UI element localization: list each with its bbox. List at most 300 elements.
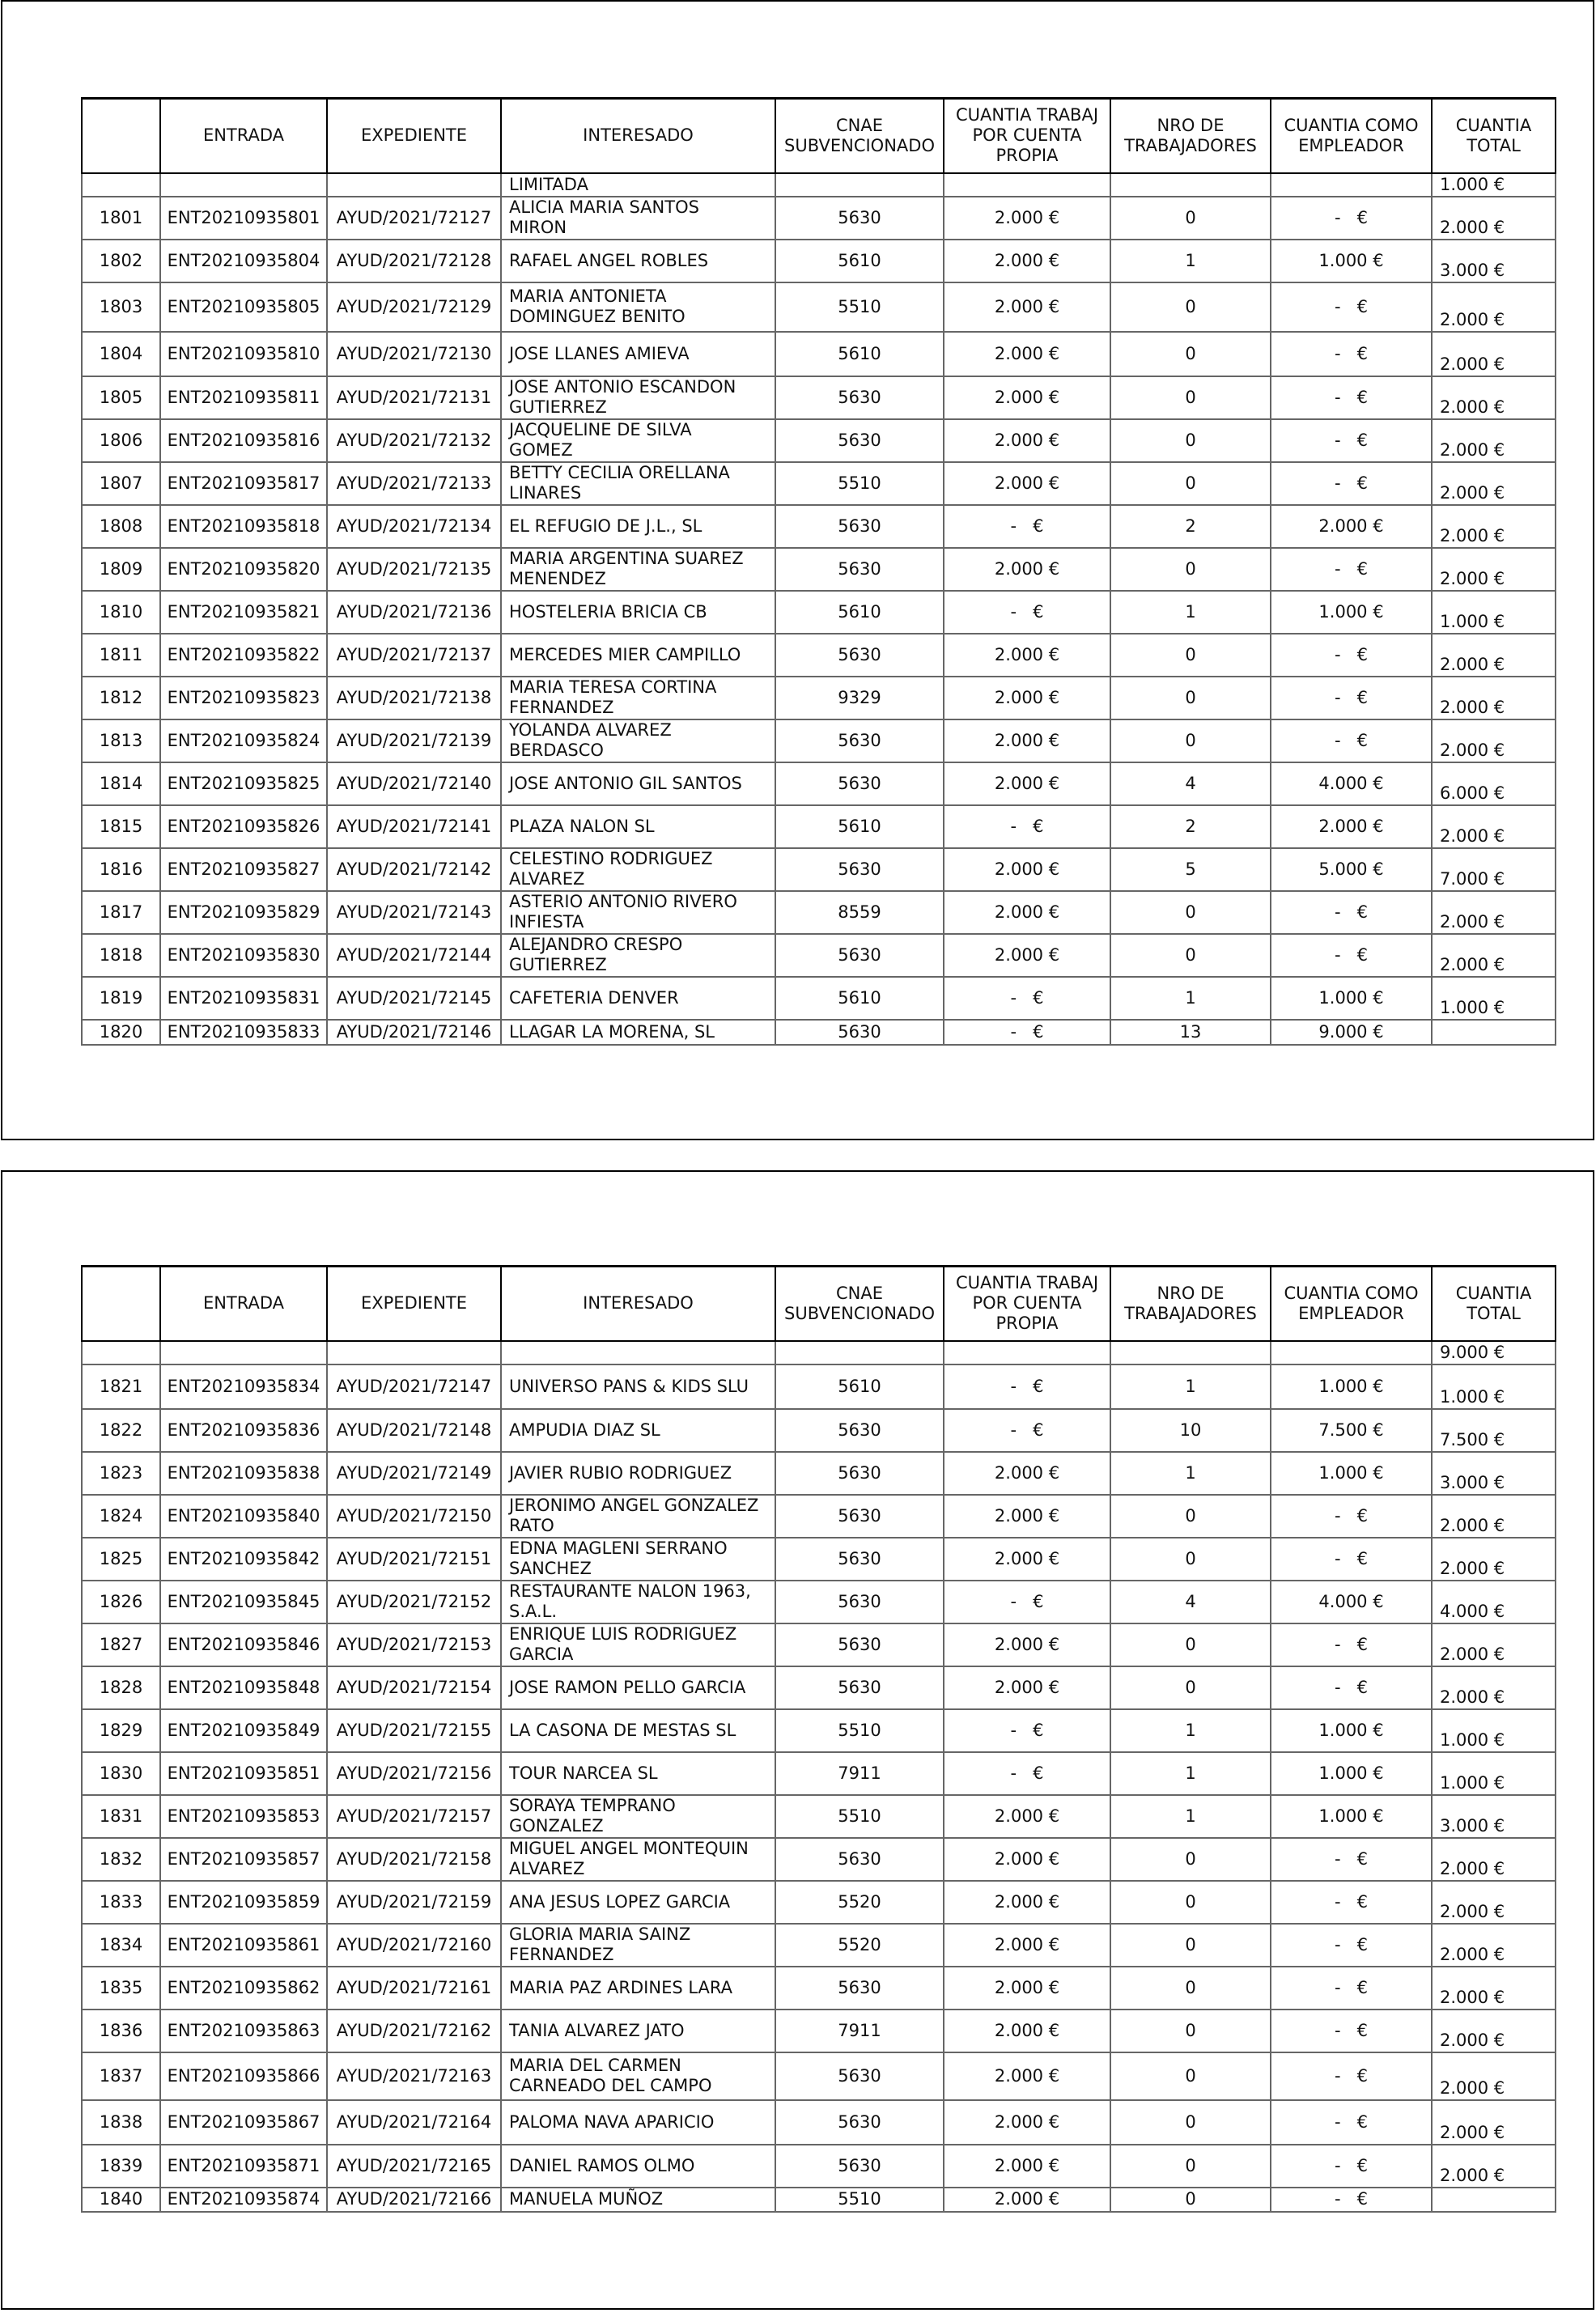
table-row — [82, 548, 1556, 591]
table-row — [82, 2010, 1556, 2052]
cuantia-empleador-cell: - € — [1271, 419, 1432, 462]
cuantia-total-cell: 7.500 € — [1432, 1409, 1556, 1452]
header-cell-cuantia-empleador: CUANTIA COMO EMPLEADOR — [1271, 99, 1432, 173]
row-number-cell: 1813 — [82, 719, 160, 762]
expediente-cell: AYUD/2021/72148 — [327, 1409, 501, 1452]
row-number-cell: 1806 — [82, 419, 160, 462]
cnae-cell: 5610 — [775, 591, 944, 634]
cuantia-empleador-cell: - € — [1271, 2145, 1432, 2188]
cuantia-cuenta-propia-cell: 2.000 € — [944, 419, 1110, 462]
row-number-cell: 1833 — [82, 1881, 160, 1924]
table-row — [82, 1838, 1556, 1881]
interesado-cell: JERONIMO ANGEL GONZALEZ RATO — [501, 1495, 775, 1538]
table-row — [82, 1581, 1556, 1623]
entrada-cell: ENT20210935829 — [160, 891, 327, 934]
cnae-cell: 8559 — [775, 891, 944, 934]
row-number-cell: 1815 — [82, 805, 160, 848]
entrada-cell: ENT20210935866 — [160, 2052, 327, 2100]
cuantia-total-cell: 1.000 € — [1432, 1709, 1556, 1752]
cuantia-total-cell: 2.000 € — [1432, 634, 1556, 677]
table-row — [82, 1967, 1556, 2010]
expediente-cell: AYUD/2021/72162 — [327, 2010, 501, 2052]
cuantia-cuenta-propia-cell: 2.000 € — [944, 2145, 1110, 2188]
cuantia-empleador-cell: - € — [1271, 197, 1432, 240]
entrada-cell: ENT20210935867 — [160, 2100, 327, 2145]
row-number-cell: 1817 — [82, 891, 160, 934]
table-row — [82, 1538, 1556, 1581]
table-row — [82, 376, 1556, 419]
cuantia-empleador-cell: 2.000 € — [1271, 505, 1432, 548]
entrada-cell: ENT20210935824 — [160, 719, 327, 762]
interesado-cell: MARIA DEL CARMEN CARNEADO DEL CAMPO — [501, 2052, 775, 2100]
expediente-cell: AYUD/2021/72156 — [327, 1752, 501, 1795]
entrada-cell: ENT20210935826 — [160, 805, 327, 848]
row-number-cell — [82, 173, 160, 197]
cnae-cell: 5630 — [775, 197, 944, 240]
row-number-cell: 1831 — [82, 1795, 160, 1838]
cuantia-empleador-cell: - € — [1271, 634, 1432, 677]
cnae-cell: 5630 — [775, 1967, 944, 2010]
cuantia-total-cell: 2.000 € — [1432, 505, 1556, 548]
cuantia-empleador-cell: - € — [1271, 719, 1432, 762]
cuantia-cuenta-propia-cell: - € — [944, 1364, 1110, 1409]
cnae-cell: 5630 — [775, 762, 944, 805]
expediente-cell: AYUD/2021/72131 — [327, 376, 501, 419]
interesado-cell: DANIEL RAMOS OLMO — [501, 2145, 775, 2188]
entrada-cell: ENT20210935818 — [160, 505, 327, 548]
cuantia-empleador-cell: 1.000 € — [1271, 1795, 1432, 1838]
header-cell-cnae: CNAE SUBVENCIONADO — [775, 99, 944, 173]
entrada-cell: ENT20210935838 — [160, 1452, 327, 1495]
cuantia-total-cell: 3.000 € — [1432, 1795, 1556, 1838]
expediente-cell: AYUD/2021/72164 — [327, 2100, 501, 2145]
row-number-cell: 1811 — [82, 634, 160, 677]
entrada-cell: ENT20210935816 — [160, 419, 327, 462]
row-number-cell: 1801 — [82, 197, 160, 240]
cuantia-cuenta-propia-cell: 2.000 € — [944, 1967, 1110, 2010]
cuantia-cuenta-propia-cell: 2.000 € — [944, 376, 1110, 419]
table-row — [82, 1364, 1556, 1409]
expediente-cell: AYUD/2021/72155 — [327, 1709, 501, 1752]
interesado-cell: AMPUDIA DIAZ SL — [501, 1409, 775, 1452]
entrada-cell: ENT20210935833 — [160, 1020, 327, 1045]
cuantia-empleador-cell: 4.000 € — [1271, 762, 1432, 805]
cuantia-cuenta-propia-cell: 2.000 € — [944, 934, 1110, 977]
cuantia-total-cell: 4.000 € — [1432, 1581, 1556, 1623]
carryover-row — [82, 1341, 1556, 1364]
table-row — [82, 462, 1556, 505]
cnae-cell: 5630 — [775, 1581, 944, 1623]
cnae-cell: 5630 — [775, 1409, 944, 1452]
cuantia-cuenta-propia-cell: 2.000 € — [944, 891, 1110, 934]
cuantia-total-cell: 2.000 € — [1432, 1881, 1556, 1924]
cuantia-cuenta-propia-cell: 2.000 € — [944, 1538, 1110, 1581]
cnae-cell: 5630 — [775, 1538, 944, 1581]
cuantia-empleador-cell: 9.000 € — [1271, 1020, 1432, 1045]
interesado-cell — [501, 1341, 775, 1364]
nro-trabajadores-cell: 1 — [1110, 977, 1271, 1020]
cuantia-total-cell: 2.000 € — [1432, 282, 1556, 332]
nro-trabajadores-cell: 0 — [1110, 1495, 1271, 1538]
cnae-cell: 5610 — [775, 332, 944, 376]
cuantia-total-cell: 2.000 € — [1432, 2052, 1556, 2100]
cuantia-empleador-cell: - € — [1271, 677, 1432, 719]
cnae-cell: 5630 — [775, 2100, 944, 2145]
cnae-cell: 5630 — [775, 719, 944, 762]
cuantia-empleador-cell: 1.000 € — [1271, 591, 1432, 634]
header-row — [82, 1267, 1556, 1341]
expediente-cell: AYUD/2021/72159 — [327, 1881, 501, 1924]
nro-trabajadores-cell: 0 — [1110, 197, 1271, 240]
cuantia-total-cell: 9.000 € — [1432, 1341, 1556, 1364]
cuantia-total-cell: 2.000 € — [1432, 1495, 1556, 1538]
expediente-cell: AYUD/2021/72127 — [327, 197, 501, 240]
header-cell-cuantia-total: CUANTIA TOTAL — [1432, 99, 1556, 173]
interesado-cell: ALICIA MARIA SANTOS MIRON — [501, 197, 775, 240]
row-number-cell — [82, 1341, 160, 1364]
cuantia-cuenta-propia-cell: 2.000 € — [944, 762, 1110, 805]
entrada-cell: ENT20210935804 — [160, 240, 327, 282]
entrada-cell: ENT20210935817 — [160, 462, 327, 505]
row-number-cell: 1835 — [82, 1967, 160, 2010]
table-row — [82, 1666, 1556, 1709]
row-number-cell: 1825 — [82, 1538, 160, 1581]
header-cell-entrada: ENTRADA — [160, 1267, 327, 1341]
row-number-cell: 1810 — [82, 591, 160, 634]
cnae-cell: 5510 — [775, 2188, 944, 2212]
entrada-cell: ENT20210935859 — [160, 1881, 327, 1924]
nro-trabajadores-cell: 1 — [1110, 1709, 1271, 1752]
cuantia-total-cell: 2.000 € — [1432, 376, 1556, 419]
header-cell-cnae: CNAE SUBVENCIONADO — [775, 1267, 944, 1341]
interesado-cell: CELESTINO RODRIGUEZ ALVAREZ — [501, 848, 775, 891]
interesado-cell: JOSE RAMON PELLO GARCIA — [501, 1666, 775, 1709]
expediente-cell: AYUD/2021/72161 — [327, 1967, 501, 2010]
nro-trabajadores-cell: 13 — [1110, 1020, 1271, 1045]
expediente-cell: AYUD/2021/72152 — [327, 1581, 501, 1623]
expediente-cell: AYUD/2021/72166 — [327, 2188, 501, 2212]
expediente-cell: AYUD/2021/72153 — [327, 1623, 501, 1666]
cuantia-empleador-cell: 1.000 € — [1271, 240, 1432, 282]
cuantia-total-cell: 2.000 € — [1432, 719, 1556, 762]
entrada-cell: ENT20210935846 — [160, 1623, 327, 1666]
nro-trabajadores-cell: 0 — [1110, 376, 1271, 419]
table-row — [82, 419, 1556, 462]
row-number-cell: 1819 — [82, 977, 160, 1020]
cuantia-empleador-cell — [1271, 1341, 1432, 1364]
row-number-cell: 1837 — [82, 2052, 160, 2100]
table-row — [82, 1795, 1556, 1838]
expediente-cell: AYUD/2021/72134 — [327, 505, 501, 548]
cuantia-cuenta-propia-cell: 2.000 € — [944, 1623, 1110, 1666]
cuantia-cuenta-propia-cell: 2.000 € — [944, 197, 1110, 240]
cuantia-cuenta-propia-cell: 2.000 € — [944, 2052, 1110, 2100]
cuantia-empleador-cell: - € — [1271, 1666, 1432, 1709]
table-row — [82, 591, 1556, 634]
table-row — [82, 1752, 1556, 1795]
header-cell-cuantia-cuenta-propia: CUANTIA TRABAJ POR CUENTA PROPIA — [944, 1267, 1110, 1341]
interesado-cell: EL REFUGIO DE J.L., SL — [501, 505, 775, 548]
entrada-cell: ENT20210935830 — [160, 934, 327, 977]
nro-trabajadores-cell: 0 — [1110, 282, 1271, 332]
table-row — [82, 891, 1556, 934]
table-row — [82, 1881, 1556, 1924]
expediente-cell: AYUD/2021/72138 — [327, 677, 501, 719]
row-number-cell: 1827 — [82, 1623, 160, 1666]
cnae-cell: 5630 — [775, 1020, 944, 1045]
cnae-cell — [775, 173, 944, 197]
cuantia-empleador-cell: 5.000 € — [1271, 848, 1432, 891]
row-number-cell: 1836 — [82, 2010, 160, 2052]
nro-trabajadores-cell: 1 — [1110, 591, 1271, 634]
cuantia-cuenta-propia-cell: 2.000 € — [944, 848, 1110, 891]
cuantia-cuenta-propia-cell: - € — [944, 1581, 1110, 1623]
aid-table-page-2 — [81, 1265, 1556, 2213]
row-number-cell: 1830 — [82, 1752, 160, 1795]
nro-trabajadores-cell: 0 — [1110, 2188, 1271, 2212]
expediente-cell: AYUD/2021/72136 — [327, 591, 501, 634]
table-row — [82, 719, 1556, 762]
cuantia-empleador-cell: - € — [1271, 462, 1432, 505]
expediente-cell: AYUD/2021/72142 — [327, 848, 501, 891]
interesado-cell: MIGUEL ANGEL MONTEQUIN ALVAREZ — [501, 1838, 775, 1881]
nro-trabajadores-cell: 0 — [1110, 891, 1271, 934]
entrada-cell: ENT20210935805 — [160, 282, 327, 332]
interesado-cell: MERCEDES MIER CAMPILLO — [501, 634, 775, 677]
cuantia-cuenta-propia-cell: 2.000 € — [944, 1495, 1110, 1538]
nro-trabajadores-cell: 4 — [1110, 762, 1271, 805]
interesado-cell: ANA JESUS LOPEZ GARCIA — [501, 1881, 775, 1924]
nro-trabajadores-cell: 0 — [1110, 677, 1271, 719]
expediente-cell: AYUD/2021/72129 — [327, 282, 501, 332]
header-cell-nro-trabajadores: NRO DE TRABAJADORES — [1110, 1267, 1271, 1341]
interesado-cell: ENRIQUE LUIS RODRIGUEZ GARCIA — [501, 1623, 775, 1666]
cuantia-empleador-cell: 1.000 € — [1271, 977, 1432, 1020]
cuantia-total-cell: 2.000 € — [1432, 1623, 1556, 1666]
row-number-cell: 1803 — [82, 282, 160, 332]
expediente-cell: AYUD/2021/72145 — [327, 977, 501, 1020]
interesado-cell: MARIA PAZ ARDINES LARA — [501, 1967, 775, 2010]
entrada-cell: ENT20210935840 — [160, 1495, 327, 1538]
cuantia-empleador-cell: - € — [1271, 282, 1432, 332]
interesado-cell: EDNA MAGLENI SERRANO SANCHEZ — [501, 1538, 775, 1581]
expediente-cell: AYUD/2021/72157 — [327, 1795, 501, 1838]
nro-trabajadores-cell: 2 — [1110, 805, 1271, 848]
row-number-cell: 1812 — [82, 677, 160, 719]
entrada-cell — [160, 173, 327, 197]
row-number-cell: 1824 — [82, 1495, 160, 1538]
cuantia-cuenta-propia-cell: 2.000 € — [944, 1924, 1110, 1967]
entrada-cell: ENT20210935863 — [160, 2010, 327, 2052]
expediente-cell: AYUD/2021/72150 — [327, 1495, 501, 1538]
entrada-cell: ENT20210935836 — [160, 1409, 327, 1452]
table-row — [82, 1020, 1556, 1045]
expediente-cell: AYUD/2021/72128 — [327, 240, 501, 282]
table-row — [82, 762, 1556, 805]
cuantia-empleador-cell: 1.000 € — [1271, 1709, 1432, 1752]
cnae-cell: 5520 — [775, 1881, 944, 1924]
row-number-cell: 1805 — [82, 376, 160, 419]
row-number-cell: 1814 — [82, 762, 160, 805]
interesado-cell: HOSTELERIA BRICIA CB — [501, 591, 775, 634]
row-number-cell: 1808 — [82, 505, 160, 548]
cuantia-empleador-cell: - € — [1271, 2188, 1432, 2212]
row-number-cell: 1838 — [82, 2100, 160, 2145]
entrada-cell: ENT20210935849 — [160, 1709, 327, 1752]
cuantia-total-cell: 2.000 € — [1432, 548, 1556, 591]
table-row — [82, 240, 1556, 282]
table-row — [82, 1409, 1556, 1452]
cnae-cell: 5630 — [775, 848, 944, 891]
cnae-cell: 5630 — [775, 1666, 944, 1709]
entrada-cell: ENT20210935820 — [160, 548, 327, 591]
cuantia-total-cell: 2.000 € — [1432, 1666, 1556, 1709]
interesado-cell: CAFETERIA DENVER — [501, 977, 775, 1020]
interesado-cell: PALOMA NAVA APARICIO — [501, 2100, 775, 2145]
header-cell-entrada: ENTRADA — [160, 99, 327, 173]
cuantia-total-cell: 6.000 € — [1432, 762, 1556, 805]
cuantia-total-cell: 2.000 € — [1432, 1538, 1556, 1581]
entrada-cell: ENT20210935825 — [160, 762, 327, 805]
nro-trabajadores-cell: 1 — [1110, 1452, 1271, 1495]
cnae-cell: 5510 — [775, 282, 944, 332]
cuantia-empleador-cell: - € — [1271, 1881, 1432, 1924]
cuantia-total-cell — [1432, 1020, 1556, 1045]
cuantia-empleador-cell: 1.000 € — [1271, 1364, 1432, 1409]
entrada-cell: ENT20210935874 — [160, 2188, 327, 2212]
table-row — [82, 2145, 1556, 2188]
table-row — [82, 805, 1556, 848]
entrada-cell: ENT20210935821 — [160, 591, 327, 634]
cuantia-cuenta-propia-cell: 2.000 € — [944, 1838, 1110, 1881]
cnae-cell — [775, 1341, 944, 1364]
cuantia-total-cell: 2.000 € — [1432, 2010, 1556, 2052]
cnae-cell: 5630 — [775, 2052, 944, 2100]
cnae-cell: 5630 — [775, 419, 944, 462]
cuantia-empleador-cell: - € — [1271, 2010, 1432, 2052]
cuantia-empleador-cell: 7.500 € — [1271, 1409, 1432, 1452]
cuantia-cuenta-propia-cell: - € — [944, 591, 1110, 634]
cuantia-cuenta-propia-cell: 2.000 € — [944, 1795, 1110, 1838]
header-cell-cuantia-total: CUANTIA TOTAL — [1432, 1267, 1556, 1341]
entrada-cell: ENT20210935811 — [160, 376, 327, 419]
interesado-cell: TOUR NARCEA SL — [501, 1752, 775, 1795]
cuantia-empleador-cell: - € — [1271, 1538, 1432, 1581]
expediente-cell: AYUD/2021/72163 — [327, 2052, 501, 2100]
header-cell-expediente: EXPEDIENTE — [327, 99, 501, 173]
cuantia-empleador-cell: - € — [1271, 1924, 1432, 1967]
cnae-cell: 5630 — [775, 634, 944, 677]
interesado-cell: MARIA ARGENTINA SUAREZ MENENDEZ — [501, 548, 775, 591]
entrada-cell: ENT20210935845 — [160, 1581, 327, 1623]
cuantia-cuenta-propia-cell: 2.000 € — [944, 1452, 1110, 1495]
cnae-cell: 5630 — [775, 505, 944, 548]
interesado-cell: JACQUELINE DE SILVA GOMEZ — [501, 419, 775, 462]
cuantia-total-cell: 1.000 € — [1432, 977, 1556, 1020]
interesado-cell: JOSE LLANES AMIEVA — [501, 332, 775, 376]
cuantia-total-cell: 1.000 € — [1432, 591, 1556, 634]
table-row — [82, 505, 1556, 548]
header-cell-interesado: INTERESADO — [501, 1267, 775, 1341]
entrada-cell: ENT20210935834 — [160, 1364, 327, 1409]
nro-trabajadores-cell — [1110, 173, 1271, 197]
row-number-cell: 1839 — [82, 2145, 160, 2188]
row-number-cell: 1820 — [82, 1020, 160, 1045]
cuantia-empleador-cell — [1271, 173, 1432, 197]
cuantia-empleador-cell: - € — [1271, 2052, 1432, 2100]
row-number-cell: 1828 — [82, 1666, 160, 1709]
cnae-cell: 5610 — [775, 977, 944, 1020]
nro-trabajadores-cell: 0 — [1110, 634, 1271, 677]
nro-trabajadores-cell: 0 — [1110, 332, 1271, 376]
cuantia-total-cell — [1432, 2188, 1556, 2212]
table-row — [82, 2052, 1556, 2100]
expediente-cell: AYUD/2021/72143 — [327, 891, 501, 934]
table-row — [82, 2100, 1556, 2145]
row-number-cell: 1821 — [82, 1364, 160, 1409]
cnae-cell: 5510 — [775, 1709, 944, 1752]
cnae-cell: 9329 — [775, 677, 944, 719]
row-number-cell: 1816 — [82, 848, 160, 891]
cuantia-cuenta-propia-cell: - € — [944, 1409, 1110, 1452]
expediente-cell: AYUD/2021/72151 — [327, 1538, 501, 1581]
row-number-cell: 1834 — [82, 1924, 160, 1967]
interesado-cell: JOSE ANTONIO GIL SANTOS — [501, 762, 775, 805]
cuantia-empleador-cell: - € — [1271, 1967, 1432, 2010]
nro-trabajadores-cell: 0 — [1110, 1623, 1271, 1666]
interesado-cell: RESTAURANTE NALON 1963, S.A.L. — [501, 1581, 775, 1623]
table-body — [82, 173, 1556, 1045]
row-number-cell: 1807 — [82, 462, 160, 505]
nro-trabajadores-cell: 0 — [1110, 462, 1271, 505]
cuantia-empleador-cell: - € — [1271, 1623, 1432, 1666]
nro-trabajadores-cell: 1 — [1110, 1795, 1271, 1838]
nro-trabajadores-cell: 2 — [1110, 505, 1271, 548]
cuantia-cuenta-propia-cell: - € — [944, 1752, 1110, 1795]
entrada-cell: ENT20210935871 — [160, 2145, 327, 2188]
interesado-cell: MARIA TERESA CORTINA FERNANDEZ — [501, 677, 775, 719]
table-row — [82, 2188, 1556, 2212]
expediente-cell: AYUD/2021/72141 — [327, 805, 501, 848]
expediente-cell: AYUD/2021/72144 — [327, 934, 501, 977]
nro-trabajadores-cell: 5 — [1110, 848, 1271, 891]
nro-trabajadores-cell: 0 — [1110, 1967, 1271, 2010]
cnae-cell: 5610 — [775, 1364, 944, 1409]
row-number-cell: 1822 — [82, 1409, 160, 1452]
cuantia-total-cell: 1.000 € — [1432, 173, 1556, 197]
cuantia-total-cell: 2.000 € — [1432, 419, 1556, 462]
cuantia-total-cell: 2.000 € — [1432, 332, 1556, 376]
cuantia-total-cell: 2.000 € — [1432, 1967, 1556, 2010]
entrada-cell: ENT20210935842 — [160, 1538, 327, 1581]
header-cell-row-number — [82, 99, 160, 173]
table-row — [82, 1924, 1556, 1967]
entrada-cell: ENT20210935861 — [160, 1924, 327, 1967]
expediente-cell: AYUD/2021/72147 — [327, 1364, 501, 1409]
entrada-cell: ENT20210935851 — [160, 1752, 327, 1795]
cuantia-empleador-cell: 1.000 € — [1271, 1752, 1432, 1795]
cuantia-cuenta-propia-cell: 2.000 € — [944, 332, 1110, 376]
header-row — [82, 99, 1556, 173]
aid-table-page-1 — [81, 97, 1556, 1046]
cuantia-cuenta-propia-cell: 2.000 € — [944, 634, 1110, 677]
table-row — [82, 977, 1556, 1020]
header-cell-cuantia-cuenta-propia: CUANTIA TRABAJ POR CUENTA PROPIA — [944, 99, 1110, 173]
expediente-cell: AYUD/2021/72154 — [327, 1666, 501, 1709]
cuantia-total-cell: 2.000 € — [1432, 677, 1556, 719]
nro-trabajadores-cell: 0 — [1110, 548, 1271, 591]
interesado-cell: BETTY CECILIA ORELLANA LINARES — [501, 462, 775, 505]
